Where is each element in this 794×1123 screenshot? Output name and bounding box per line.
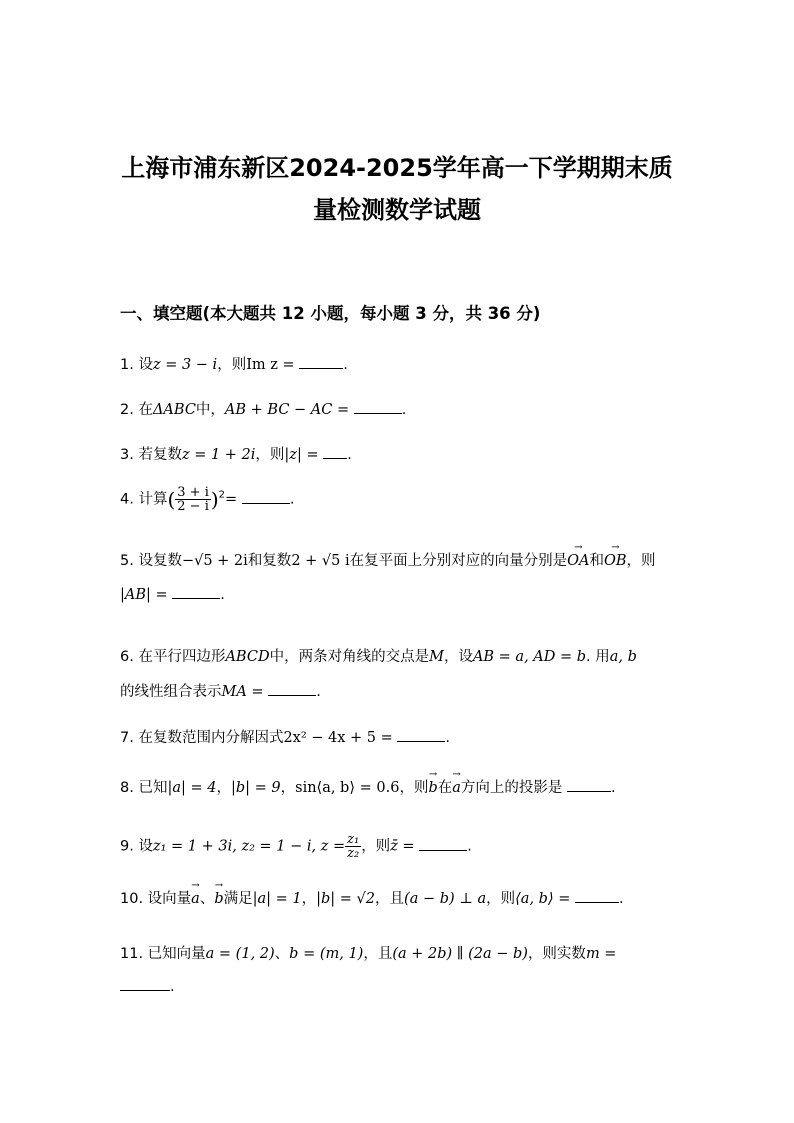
question-5-line2: |AB| = . (120, 587, 225, 603)
question-10: 10. 设向量→ a、→ b满足|a| = 1，|b| = √2，且(a − b) ⊥ a，则⟨a, b⟩ = . (120, 887, 624, 908)
answer-blank[interactable] (120, 978, 170, 991)
document-title-line2: 量检测数学试题 (313, 196, 481, 224)
question-6: 6. 在平行四边形ABCD中，两条对角线的交点是M，设AB = a, AD = b. 用a, b (120, 649, 637, 665)
answer-blank[interactable] (242, 491, 290, 504)
question-6-line2: 的线性组合表示MA = . (120, 684, 321, 700)
question-4: 4. 计算( $\frac{3 + i}{2 - i}$ )$^2$= . (120, 485, 295, 514)
answer-blank[interactable] (172, 586, 220, 599)
question-2: 2. 在ΔABC中，AB + BC − AC = . (120, 402, 407, 418)
fraction: $\frac{\text{z₁}}{\text{z₂}}$ (347, 832, 360, 861)
question-11: 11. 已知向量a = (1, 2)、b = (m, 1)，且(a + 2b) ∥ (2a − b)，则实数m = (120, 946, 617, 962)
question-9: 9. 设z₁ = 1 + 3i, z₂ = 1 − i, z = $\frac{\text{z₁}}{\text{z₂}}$ ，则z̄ = . (120, 832, 472, 861)
answer-blank[interactable] (419, 838, 467, 851)
question-1: 1. 设z = 3 − i，则Im z = . (120, 357, 348, 373)
answer-blank[interactable] (397, 729, 445, 742)
question-5: 5. 设复数−√5 + 2i和复数2 + √5 i在复平面上分别对应的向量分别是→ OA和→ OB，则 (120, 549, 656, 570)
answer-blank[interactable] (575, 890, 619, 903)
document-title-line1: 上海市浦东新区2024-2025学年高一下学期期末质 (121, 154, 673, 182)
question-3: 3. 若复数z = 1 + 2i，则|z| = . (120, 447, 352, 463)
question-11-line2: . (120, 978, 175, 995)
answer-blank[interactable] (268, 683, 316, 696)
question-8: 8. 已知|a| = 4，|b| = 9，sin⟨a, b⟩ = 0.6，则→ b在→ a方向上的投影是 . (120, 776, 616, 797)
answer-blank[interactable] (567, 779, 611, 792)
section-heading: 一、填空题(本大题共 12 小题，每小题 3 分，共 36 分) (120, 304, 541, 323)
fraction: $\frac{3 + i}{2 - i}$ (177, 485, 209, 514)
answer-blank[interactable] (323, 446, 347, 459)
question-7: 7. 在复数范围内分解因式2x² − 4x + 5 = . (120, 730, 451, 746)
answer-blank[interactable] (354, 401, 402, 414)
answer-blank[interactable] (299, 356, 343, 369)
